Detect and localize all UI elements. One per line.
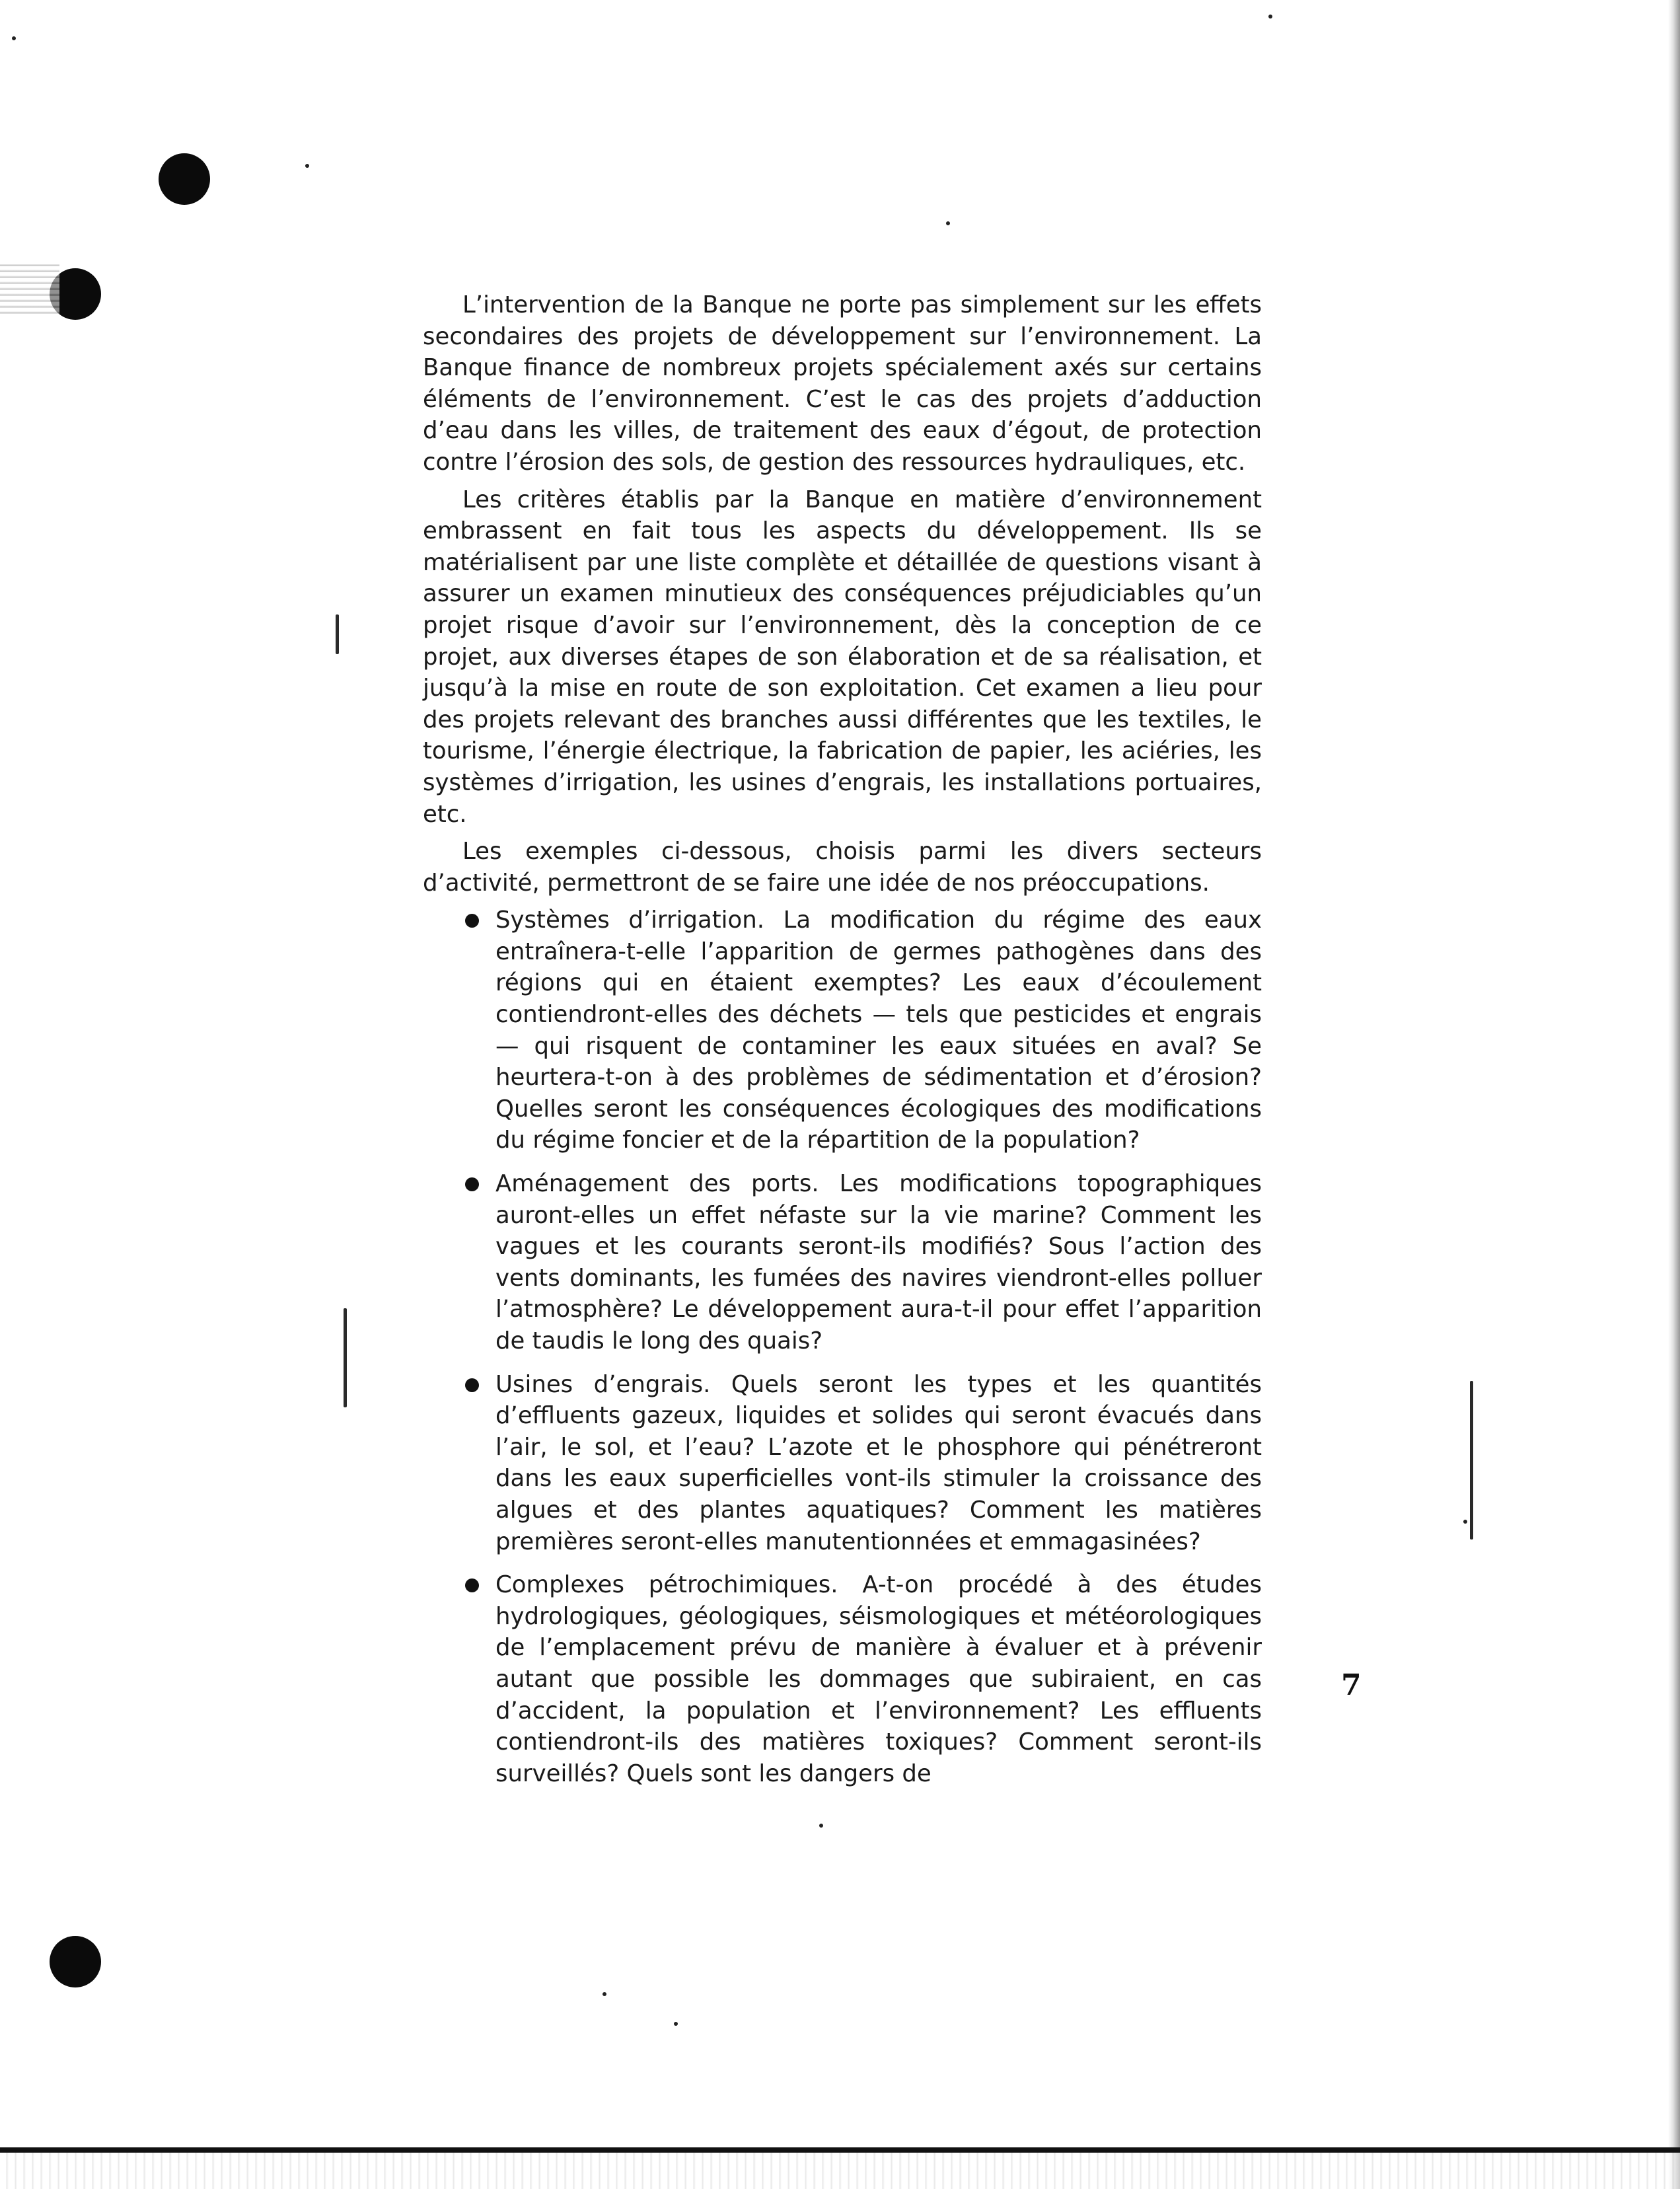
bullet-icon	[465, 1177, 479, 1191]
margin-mark	[336, 614, 339, 654]
punch-hole-bottom	[50, 1936, 101, 1987]
list-item	[423, 1569, 1262, 1789]
paragraph: Les critères établis par la Banque en matière d’environnement embrassent en fait tous les aspects du développement. Ils se matérialisent par une liste complète et détaillée de questions visant à assurer un examen minutieux des conséquences préjudiciables qu’un projet risque d’avoir sur l’environnement, dès la conception de ce projet, aux diverses étapes de son élaboration et de sa réalisation, et jusqu’à la mise en route de son exploitation. Cet examen a lieu pour des projets relevant des branches aussi différentes que les textiles, le tourisme, l’énergie électrique, la fabrication de papier, les aciéries, les systèmes d’irrigation, les usines d’engrais, les installations portuaires, etc.	[423, 486, 1262, 828]
bullet-text: Usines d’engrais. Quels seront les types et les quantités d’effluents gazeux, liquides et solides qui seront évacués dans l’air, le sol, et l’eau? L’azote et le phosphore qui pénétreront dans les eaux superficielles vont-ils stimuler la croissance des algues et des plantes aquatiques? Comment les matières premières seront-elles manutentionnées et emmagasinées?	[495, 1370, 1262, 1555]
scan-speck	[674, 2022, 678, 2026]
scan-speck	[305, 164, 309, 168]
scan-smudge	[0, 264, 59, 317]
punch-hole-top	[159, 153, 210, 205]
bullet-list	[423, 905, 1262, 1789]
bullet-icon	[465, 914, 479, 928]
margin-mark	[344, 1308, 347, 1407]
paragraph: L’intervention de la Banque ne porte pas simplement sur les effets secondaires des projets de développement sur l’environnement. La Banque finance de nombreux projets spécialement axés sur certains éléments de l’environnement. C’est le cas des projets d’adduction d’eau dans les villes, de traitement des eaux d’égout, de protection contre l’érosion des sols, de gestion des ressources hydrauliques, etc.	[423, 291, 1262, 476]
scan-speck	[946, 221, 950, 225]
body-text	[423, 289, 1262, 1801]
paragraph: Les exemples ci-dessous, choisis parmi les divers secteurs d’activité, permettront de se faire une idée de nos préoccupations.	[423, 838, 1262, 897]
bullet-icon	[465, 1578, 479, 1592]
margin-mark	[1470, 1381, 1473, 1540]
scan-speck	[1463, 1520, 1467, 1524]
bullet-text: Aménagement des ports. Les modifications topographiques auront-elles un effet néfaste sur la vie marine? Comment les vagues et les courants seront-ils modifiés? Sous l’action des vents dominants, les fumées des navires viendront-elles polluer l’atmosphère? Le développement aura-t-il pour effet l’apparition de taudis le long des quais?	[495, 1170, 1262, 1354]
scan-speck	[819, 1824, 823, 1828]
scan-edge-right	[1668, 0, 1680, 2189]
bullet-icon	[465, 1378, 479, 1392]
list-item	[423, 905, 1262, 1156]
scan-speck	[603, 1992, 606, 1996]
list-item	[423, 1168, 1262, 1357]
scan-speck	[1268, 15, 1272, 19]
list-item	[423, 1369, 1262, 1558]
bullet-text: Complexes pétrochimiques. A-t-on procédé à des études hydrologiques, géologiques, séismologiques et météorologiques de l’emplacement prévu de manière à évaluer et à prévenir autant que possible les dommages que subiraient, en cas d’accident, la population et l’environnement? Les effluents contiendront-ils des matières toxiques? Comment seront-ils surveillés? Quels sont les dangers de	[495, 1571, 1262, 1787]
scan-speck	[12, 36, 16, 40]
scan-edge-bottom	[0, 2147, 1680, 2153]
page-number: 7	[1341, 1668, 1362, 1702]
bullet-text: Systèmes d’irrigation. La modification du régime des eaux entraînera-t-elle l’apparition de germes pathogènes dans des régions qui en étaient exemptes? Les eaux d’écoulement contiendront-elles des déchets — tels que pesticides et engrais — qui risquent de contaminer les eaux situées en aval? Se heurtera-t-on à des problèmes de sédimentation et d’érosion? Quelles seront les conséquences écologiques des modifications du régime foncier et de la répartition de la population?	[495, 907, 1262, 1154]
scan-noise-bottom	[0, 2153, 1680, 2189]
